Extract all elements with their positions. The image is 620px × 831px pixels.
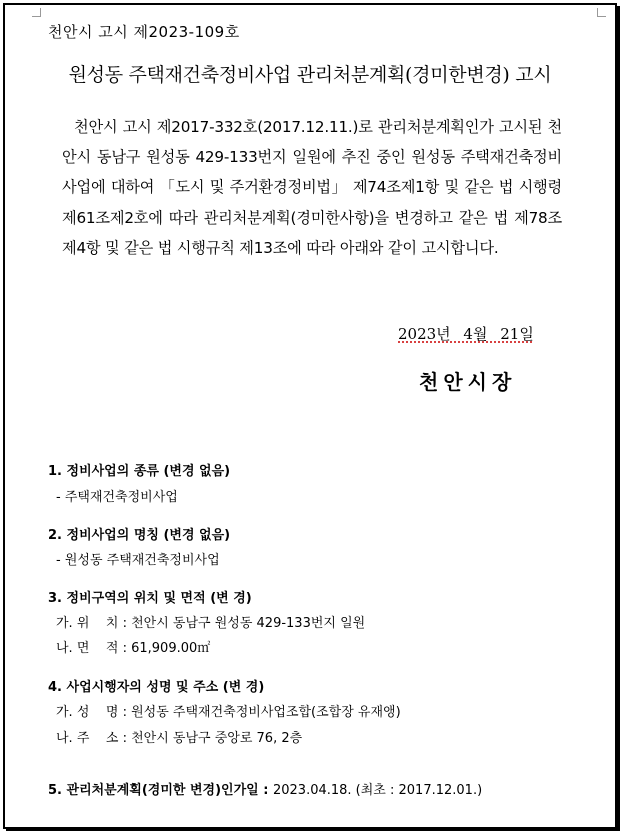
section-5-heading: 5. 관리처분계획(경미한 변경)인가일 :: [48, 783, 273, 798]
section-2-heading: 2. 정비사업의 명칭 (변경 없음): [48, 528, 231, 543]
section-2-line: - 원성동 주택재건축정비사업: [56, 553, 220, 568]
notice-title: 원성동 주택재건축정비사업 관리처분계획(경미한변경) 고시: [68, 64, 552, 86]
section-3-heading: 3. 정비구역의 위치 및 면적 (변 경): [48, 591, 252, 606]
section-3-location: 가. 위 치 : 천안시 동남구 원성동 429-133번지 일원: [56, 616, 366, 631]
section-1-heading: 1. 정비사업의 종류 (변경 없음): [48, 464, 231, 479]
section-4-address: 나. 주 소 : 천안시 동남구 중앙로 76, 2층: [56, 731, 303, 746]
section-3-area: 나. 면 적 : 61,909.00㎡: [56, 641, 211, 656]
section-1-line: - 주택재건축정비사업: [56, 490, 178, 505]
notice-body: 천안시 고시 제2017-332호(2017.12.11.)로 관리처분계획인가 고시된 천안시 동남구 원성동 429-133번지 일원에 추진 중인 원성동 주택재건축정비사업에 대하여 「도시 및 주거환경정비법」 제74조제1항 및 같은 법 시행령 제61조제2호에 따라 관리처분계획(경미한사항)을 변경하고 같은 법 제78조제4항 및 같은 법 시행규칙 제13조에 따라 아래와 같이 고시합니다.: [62, 118, 562, 257]
crop-mark-top-left: [32, 8, 41, 17]
section-5-value: 2023.04.18. (최초 : 2017.12.01.): [272, 783, 483, 798]
issuing-authority: 천안시장: [419, 370, 517, 394]
notice-date: 2023년 4월 21일: [398, 325, 534, 343]
section-5-row: [48, 779, 482, 798]
crop-mark-top-right: [597, 8, 606, 17]
notice-number: 천안시 고시 제2023-109호: [48, 23, 240, 41]
section-4-heading: 4. 사업시행자의 성명 및 주소 (변 경): [48, 680, 265, 695]
section-4-name: 가. 성 명 : 원성동 주택재건축정비사업조합(조합장 유재앵): [56, 705, 401, 720]
